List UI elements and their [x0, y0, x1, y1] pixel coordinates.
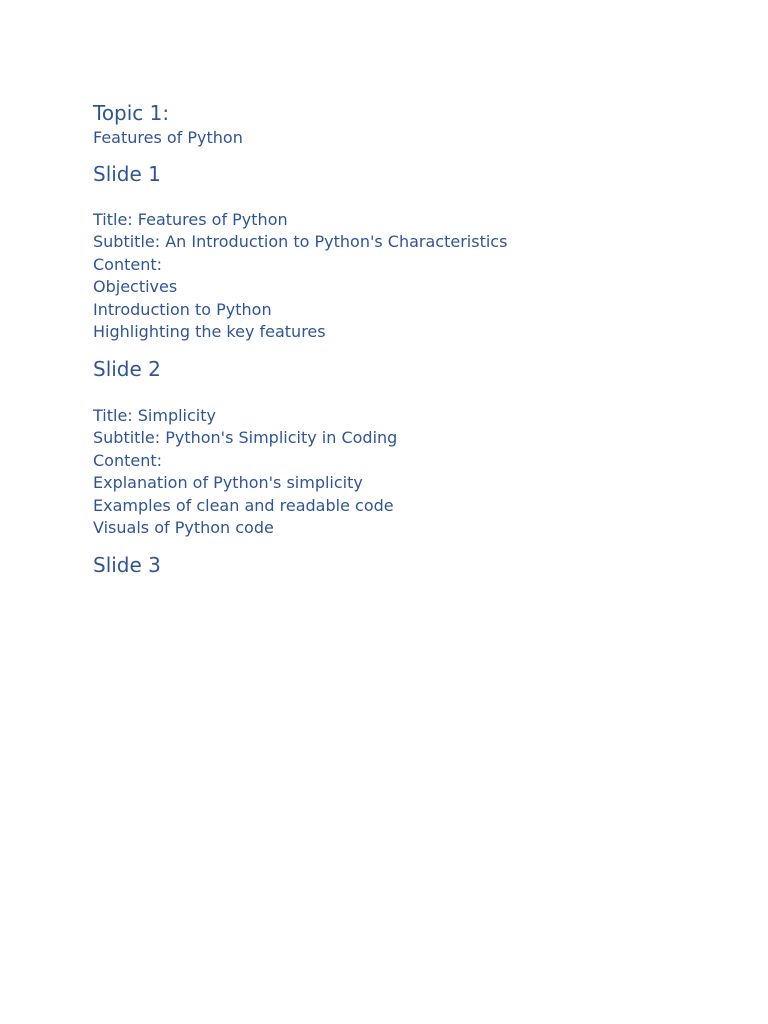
- slide-1-subtitle: Subtitle: An Introduction to Python's Characteristics: [93, 232, 508, 252]
- slide-1-item: Introduction to Python: [93, 299, 272, 319]
- slide-2-item: Visuals of Python code: [93, 518, 274, 538]
- slide-1-content: [93, 209, 507, 343]
- slide-1-heading: Slide 1: [93, 162, 161, 186]
- slide-3-heading: Slide 3: [93, 553, 161, 577]
- slide-2-subtitle: Subtitle: Python's Simplicity in Coding: [93, 428, 398, 448]
- slide-1-title: Title: Features of Python: [93, 210, 288, 229]
- slide-2-title: Title: Simplicity: [93, 406, 216, 425]
- topic-heading: Topic 1:: [93, 101, 170, 125]
- topic-subject: Features of Python: [93, 128, 243, 147]
- slide-1-item: Highlighting the key features: [93, 322, 326, 342]
- slide-2-item: Examples of clean and readable code: [93, 495, 394, 515]
- slide-2-content-label: Content:: [93, 450, 163, 470]
- slide-2-item: Explanation of Python's simplicity: [93, 473, 363, 493]
- slide-2-heading: Slide 2: [93, 357, 161, 381]
- slide-2-content: [93, 405, 397, 539]
- slide-1-item: Objectives: [93, 277, 178, 297]
- slide-1-content-label: Content:: [93, 254, 163, 274]
